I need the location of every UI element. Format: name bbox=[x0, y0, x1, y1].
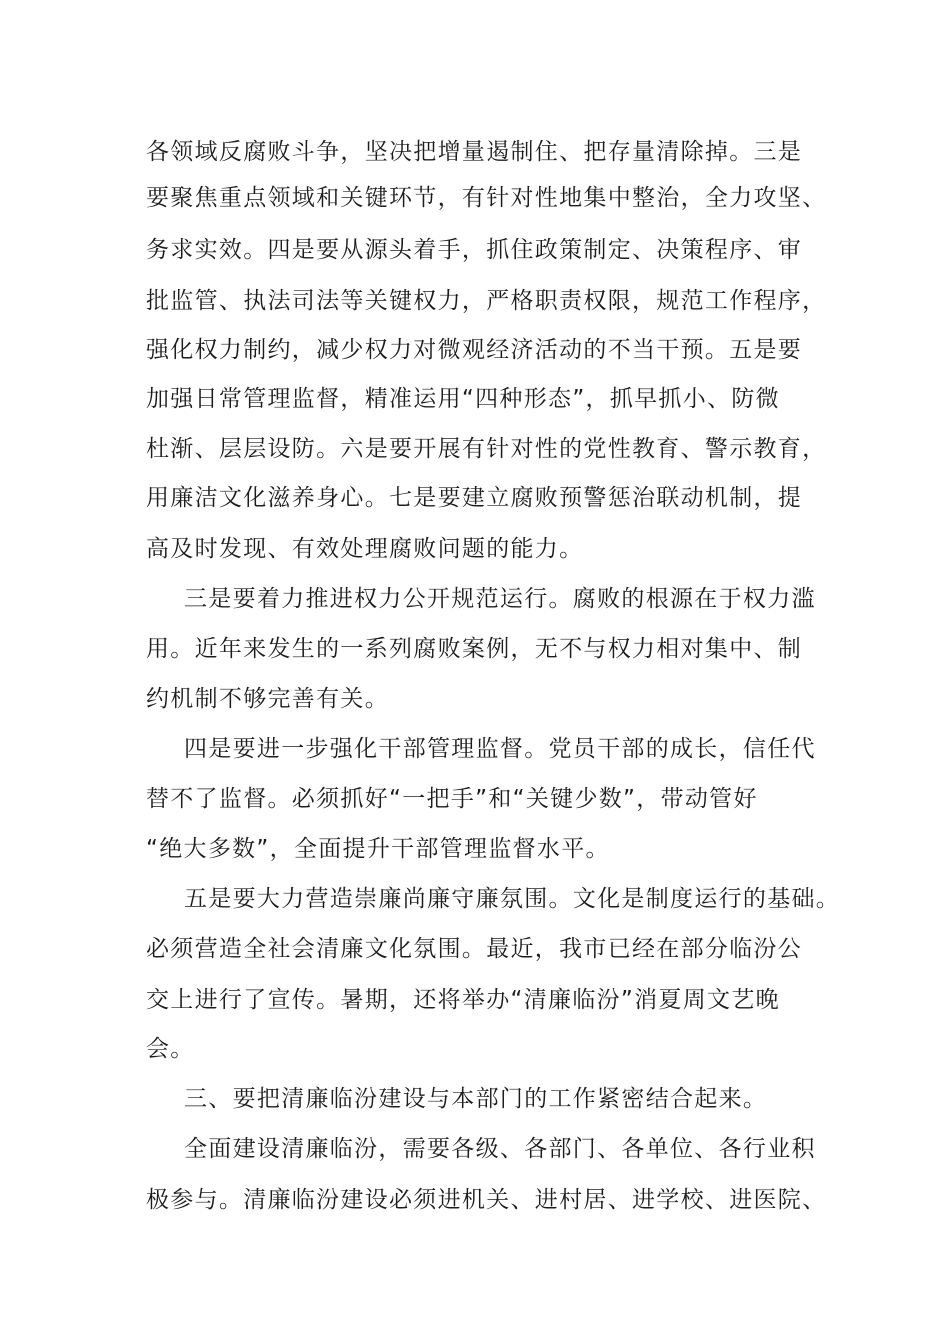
text-line: 用廉洁文化滋养身心。七是要建立腐败预警惩治联动机制，提 bbox=[146, 485, 803, 511]
text-line: 批监管、执法司法等关键权力，严格职责权限，规范工作程序， bbox=[146, 288, 827, 314]
text-line: 交上进行了宣传。暑期，还将举办“清廉临汾”消夏周文艺晚 bbox=[146, 987, 780, 1013]
text-line: 各领域反腐败斗争，坚决把增量遏制住、把存量清除掉。三是 bbox=[146, 139, 803, 165]
paragraph-first-line: 三是要着力推进权力公开规范运行。腐败的根源在于权力滥 bbox=[184, 586, 816, 612]
text-line: 强化权力制约，减少权力对微观经济活动的不当干预。五是要 bbox=[146, 337, 803, 363]
section-heading: 三、要把清廉临汾建设与本部门的工作紧密结合起来。 bbox=[184, 1086, 768, 1112]
text-line: 用。近年来发生的一系列腐败案例，无不与权力相对集中、制 bbox=[146, 636, 803, 662]
text-line: 务求实效。四是要从源头着手，抓住政策制定、决策程序、审 bbox=[146, 237, 803, 263]
text-line: “绝大多数”，全面提升干部管理监督水平。 bbox=[146, 836, 610, 862]
text-line: 加强日常管理监督，精准运用“四种形态”，抓早抓小、防微 bbox=[146, 386, 780, 412]
text-line: 会。 bbox=[146, 1036, 195, 1062]
paragraph-first-line: 五是要大力营造崇廉尚廉守廉氛围。文化是制度运行的基础。 bbox=[184, 886, 841, 912]
paragraph-first-line: 全面建设清廉临汾，需要各级、各部门、各单位、各行业积 bbox=[184, 1136, 816, 1162]
text-line: 必须营造全社会清廉文化氛围。最近，我市已经在部分临汾公 bbox=[146, 936, 803, 962]
text-line: 高及时发现、有效处理腐败问题的能力。 bbox=[146, 536, 584, 562]
text-line: 约机制不够完善有关。 bbox=[146, 686, 389, 712]
text-line: 替不了监督。必须抓好“一把手”和“关键少数”，带动管好 bbox=[146, 786, 758, 812]
paragraph-first-line: 四是要进一步强化干部管理监督。党员干部的成长，信任代 bbox=[184, 736, 816, 762]
text-line: 杜渐、层层设防。六是要开展有针对性的党性教育、警示教育， bbox=[146, 436, 827, 462]
text-line: 极参与。清廉临汾建设必须进机关、进村居、进学校、进医院、 bbox=[146, 1187, 827, 1213]
text-line: 要聚焦重点领域和关键环节，有针对性地集中整治，全力攻坚、 bbox=[146, 185, 827, 211]
